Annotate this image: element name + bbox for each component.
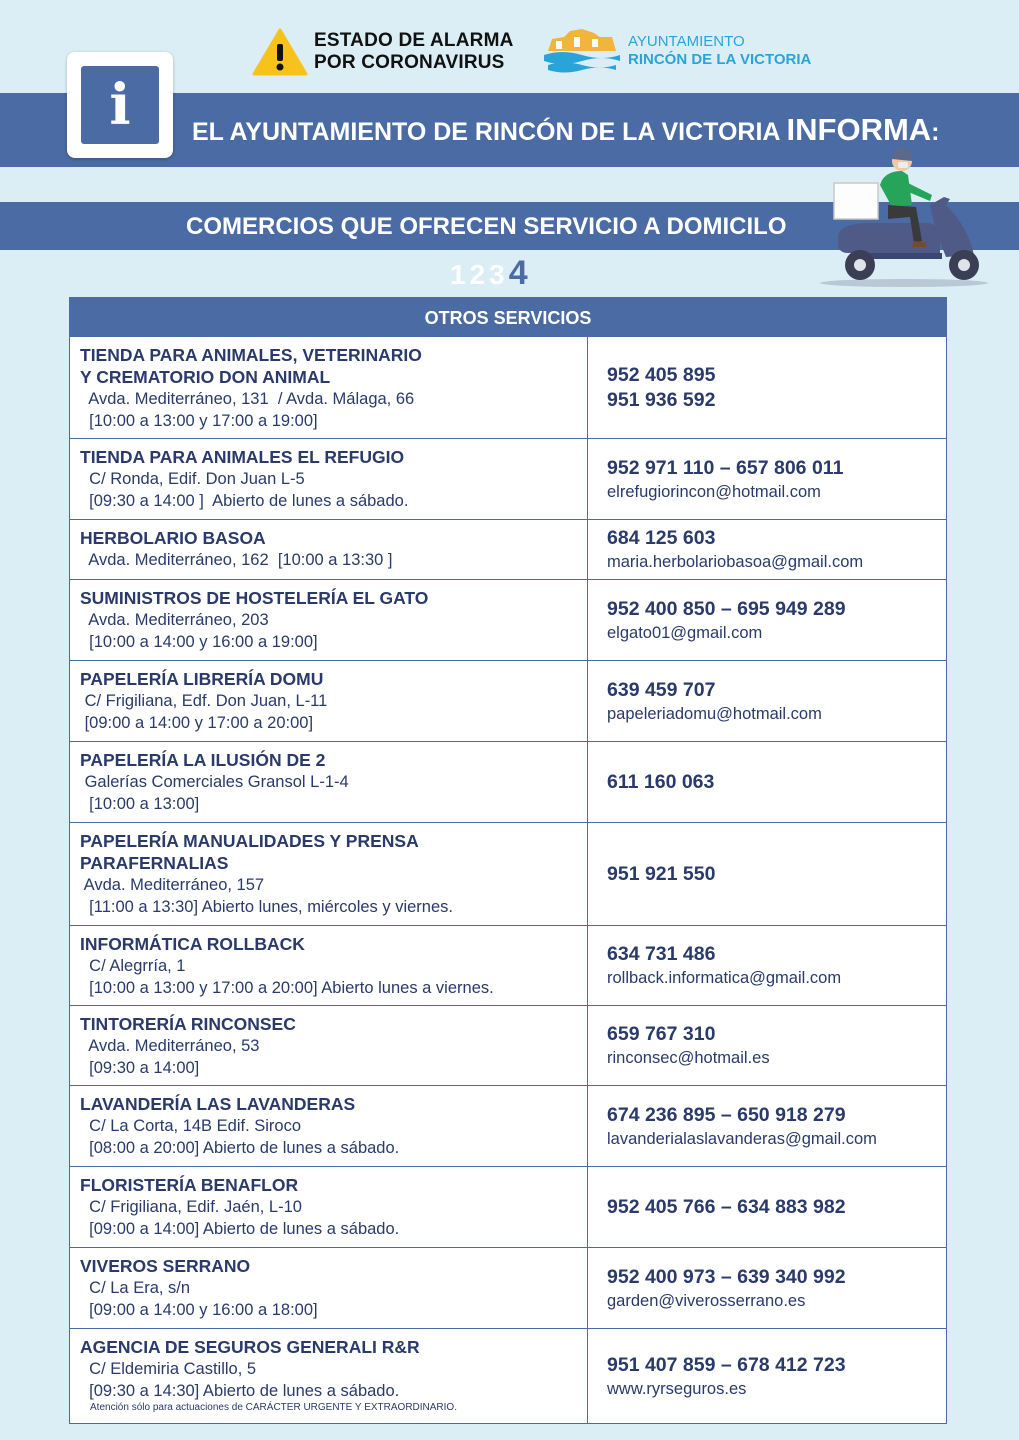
business-hours: [09:00 a 14:00 y 17:00 a 20:00] (80, 714, 314, 732)
business-cell (70, 337, 588, 438)
page-3[interactable]: 3 (489, 259, 505, 290)
phone: 952 971 110 – 657 806 011 (607, 456, 844, 479)
business-hours: [10:00 a 13:00] (80, 795, 200, 813)
contact-cell (588, 1248, 946, 1328)
phone: 952 405 895 951 936 592 (607, 363, 716, 411)
business-address: Galerías Comerciales Gransol L-1-4 (80, 773, 349, 791)
table-row (70, 1247, 946, 1328)
business-address: C/ Ronda, Edif. Don Juan L-5 (80, 470, 305, 488)
page-4-current[interactable]: 4 (508, 254, 528, 292)
phone: 659 767 310 (607, 1023, 716, 1045)
business-name: TINTORERÍA RINCONSEC (80, 1014, 296, 1034)
contact-cell (588, 661, 946, 741)
business-address: C/ Alegrría, 1 (80, 957, 186, 975)
table-row (70, 1328, 946, 1423)
phone: 952 400 850 – 695 949 289 (607, 597, 846, 620)
business-name: INFORMÁTICA ROLLBACK (80, 934, 305, 954)
business-address: C/ La Era, s/n (80, 1279, 191, 1297)
business-name: TIENDA PARA ANIMALES, VETERINARIO Y CREMATORIO DON ANIMAL (80, 345, 422, 387)
pagination (450, 254, 532, 293)
contact-cell (588, 337, 946, 438)
business-name: SUMINISTROS DE HOSTELERÍA EL GATO (80, 588, 429, 608)
phone: 951 921 550 (607, 862, 716, 885)
page-1[interactable]: 1 (450, 259, 466, 290)
business-cell (70, 661, 588, 741)
phone: 951 407 859 – 678 412 723 (607, 1353, 846, 1376)
business-hours: [10:00 a 13:00 y 17:00 a 20:00] Abierto lunes a viernes. (80, 979, 494, 997)
business-name: PAPELERÍA LIBRERÍA DOMU (80, 669, 324, 689)
table-row (70, 336, 946, 438)
email: elgato01@gmail.com (607, 623, 763, 642)
informa-colon: : (931, 118, 940, 146)
phone: 952 400 973 – 639 340 992 (607, 1265, 846, 1288)
contact-cell (588, 742, 946, 822)
business-cell (70, 1167, 588, 1247)
informa-prefix: EL AYUNTAMIENTO DE RINCÓN DE LA VICTORIA (192, 118, 780, 146)
info-letter: i (81, 66, 159, 144)
services-table (69, 297, 947, 1424)
contact-cell (588, 520, 946, 579)
business-name: PAPELERÍA MANUALIDADES Y PRENSA PARAFERNALIAS (80, 831, 419, 873)
table-row (70, 925, 946, 1005)
business-cell (70, 1086, 588, 1166)
business-name: PAPELERÍA LA ILUSIÓN DE 2 (80, 750, 326, 770)
website[interactable]: www.ryrseguros.es (607, 1379, 747, 1398)
email: maria.herbolariobasoa@gmail.com (607, 553, 864, 571)
informa-word: INFORMA (786, 112, 932, 147)
contact-cell (588, 1167, 946, 1247)
business-cell (70, 823, 588, 925)
informa-title (192, 112, 940, 148)
alarm-notice (252, 28, 514, 76)
business-cell (70, 926, 588, 1005)
business-hours: [11:00 a 13:30] Abierto lunes, miércoles y viernes. (80, 898, 453, 916)
alarm-line1: ESTADO DE ALARMA (314, 30, 514, 51)
business-cell (70, 520, 588, 579)
contact-cell (588, 823, 946, 925)
business-hours: [09:30 a 14:00] (80, 1059, 200, 1077)
business-address: C/ Frigiliana, Edif. Jaén, L-10 (80, 1198, 302, 1216)
ayuntamiento-logo (542, 25, 811, 77)
business-hours: [09:00 a 14:00] Abierto de lunes a sábado. (80, 1220, 400, 1238)
contact-cell (588, 580, 946, 660)
table-row (70, 438, 946, 519)
table-row (70, 1166, 946, 1247)
business-hours: [10:00 a 14:00 y 16:00 a 19:00] (80, 633, 318, 651)
contact-cell (588, 439, 946, 519)
table-row (70, 519, 946, 579)
ayto-line1: AYUNTAMIENTO (628, 33, 745, 50)
phone: 684 125 603 (607, 527, 716, 549)
business-address: C/ Eldemiria Castillo, 5 (80, 1360, 257, 1378)
business-cell (70, 1329, 588, 1423)
phone: 611 160 063 (607, 770, 715, 793)
business-name: TIENDA PARA ANIMALES EL REFUGIO (80, 447, 405, 467)
business-hours: [09:30 a 14:30] Abierto de lunes a sábado. (80, 1382, 400, 1400)
table-row (70, 741, 946, 822)
warning-icon (252, 28, 308, 76)
contact-cell (588, 1006, 946, 1085)
business-cell (70, 439, 588, 519)
business-address: Avda. Mediterráneo, 131 / Avda. Málaga, 66 (80, 390, 415, 408)
table-row (70, 1005, 946, 1085)
phone: 952 405 766 – 634 883 982 (607, 1195, 846, 1218)
contact-cell (588, 1086, 946, 1166)
phone: 674 236 895 – 650 918 279 (607, 1103, 846, 1126)
delivery-scooter-icon (818, 145, 990, 290)
business-name: FLORISTERÍA BENAFLOR (80, 1175, 299, 1195)
business-hours: [08:00 a 20:00] Abierto de lunes a sábado. (80, 1139, 400, 1157)
business-cell (70, 742, 588, 822)
info-icon (67, 52, 173, 158)
business-cell (70, 1248, 588, 1328)
business-address: Avda. Mediterráneo, 157 (80, 876, 265, 894)
contact-cell (588, 926, 946, 1005)
ayto-line2: RINCÓN DE LA VICTORIA (628, 51, 812, 68)
business-cell (70, 1006, 588, 1085)
business-address: Avda. Mediterráneo, 162 [10:00 a 13:30 ] (80, 551, 393, 569)
business-hours: [09:00 a 14:00 y 16:00 a 18:00] (80, 1301, 318, 1319)
page-2[interactable]: 2 (469, 259, 486, 290)
table-row (70, 579, 946, 660)
business-address: C/ Frigiliana, Edf. Don Juan, L-11 (80, 692, 328, 710)
email: lavanderialaslavanderas@gmail.com (607, 1129, 877, 1148)
phone: 639 459 707 (607, 678, 716, 701)
table-title: OTROS SERVICIOS (70, 298, 946, 336)
email: papeleriadomu@hotmail.com (607, 704, 822, 723)
business-hours: [09:30 a 14:00 ] Abierto de lunes a sábado. (80, 492, 409, 510)
table-row (70, 660, 946, 741)
table-row (70, 822, 946, 925)
business-name: VIVEROS SERRANO (80, 1256, 251, 1276)
business-name: HERBOLARIO BASOA (80, 528, 266, 548)
email: rinconsec@hotmail.es (607, 1049, 770, 1067)
ayuntamiento-name (628, 33, 811, 69)
table-row (70, 1085, 946, 1166)
business-address: Avda. Mediterráneo, 53 (80, 1037, 260, 1055)
business-name: AGENCIA DE SEGUROS GENERALI R&R (80, 1337, 420, 1357)
page-subtitle: COMERCIOS QUE OFRECEN SERVICIO A DOMICILO (186, 213, 787, 240)
town-emblem-icon (542, 25, 622, 77)
alarm-text (314, 30, 514, 74)
business-name: LAVANDERÍA LAS LAVANDERAS (80, 1094, 356, 1114)
phone: 634 731 486 (607, 943, 716, 965)
business-hours: [10:00 a 13:00 y 17:00 a 19:00] (80, 412, 318, 430)
business-address: Avda. Mediterráneo, 203 (80, 611, 269, 629)
email: elrefugiorincon@hotmail.com (607, 482, 821, 501)
email: rollback.informatica@gmail.com (607, 969, 842, 987)
business-cell (70, 580, 588, 660)
urgent-note: Atención sólo para actuaciones de CARÁCTER URGENTE Y EXTRAORDINARIO. (90, 1402, 457, 1413)
contact-cell (588, 1329, 946, 1423)
alarm-line2: POR CORONAVIRUS (314, 52, 505, 73)
email: garden@viverosserrano.es (607, 1291, 806, 1310)
business-address: C/ La Corta, 14B Edif. Siroco (80, 1117, 302, 1135)
